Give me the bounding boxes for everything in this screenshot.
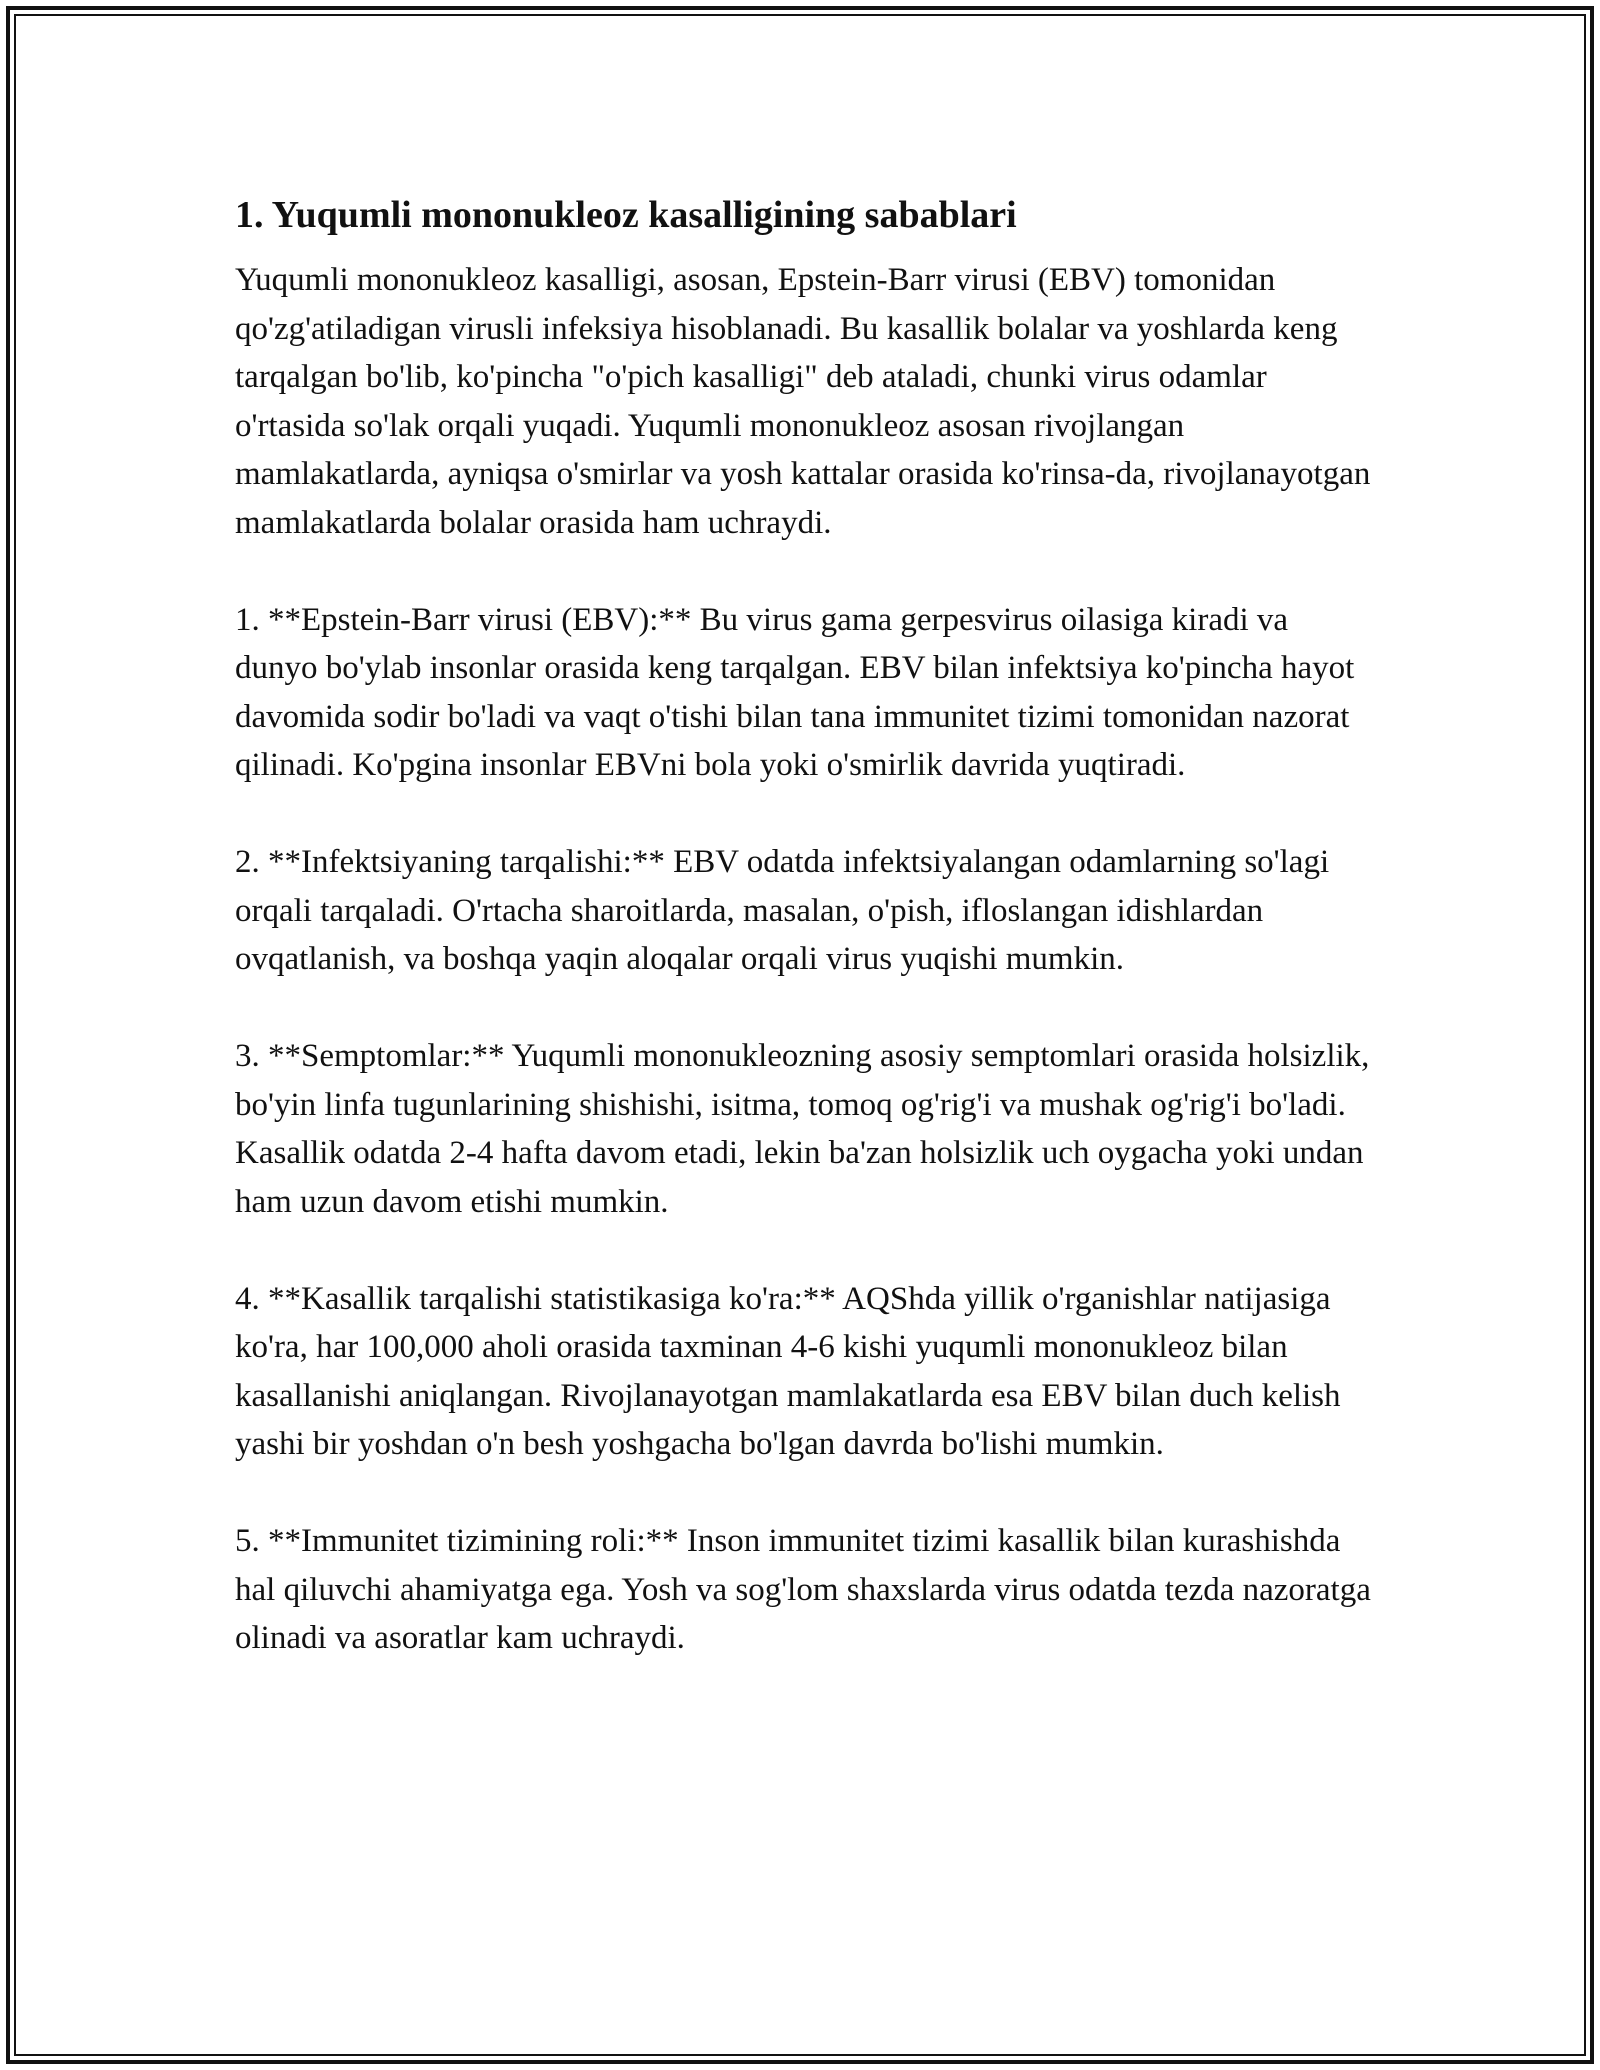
list-item-transmission: 2. **Infektsiyaning tarqalishi:** EBV odatda infektsiyalangan odamlarning so'lagi orqali tarqaladi. O'rtacha sharoitlarda, masalan, o'pish, ifloslangan idishlardan ovqatlanish, va boshqa yaqin aloqalar orqali virus yuqishi mumkin. (235, 844, 1330, 977)
list-item-statistics: 4. **Kasallik tarqalishi statistikasiga ko'ra:** AQShda yillik o'rganishlar natijasiga ko'ra, har 100,000 aholi orasida taxminan 4-6 kishi yuqumli mononukleoz bilan kasallanishi aniqlangan. Rivojlanayotgan mamlakatlarda esa EBV bilan duch kelish yashi bir yoshdan o'n besh yoshgacha bo'lgan davrda bo'lishi mumkin. (235, 1280, 1341, 1462)
list-item-ebv: 1. **Epstein-Barr virusi (EBV):** Bu virus gama gerpesvirus oilasiga kiradi va dunyo bo'ylab insonlar orasida keng tarqalgan. EBV bilan infektsiya ko'pincha hayot davomida sodir bo'ladi va vaqt o'tishi bilan tana immunitet tizimi tomonidan nazorat qilinadi. Ko'pgina insonlar EBVni bola yoki o'smirlik davrida yuqtiradi. (235, 601, 1355, 783)
document-body (235, 185, 1375, 1663)
intro-paragraph: Yuqumli mononukleoz kasalligi, asosan, Epstein-Barr virusi (EBV) tomonidan qo'zg'atiladigan virusli infeksiya hisoblanadi. Bu kasallik bolalar va yoshlarda keng tarqalgan bo'lib, ko'pincha "o'pich kasalligi" deb ataladi, chunki virus odamlar o'rtasida so'lak orqali yuqadi. Yuqumli mononukleoz asosan rivojlangan mamlakatlarda, ayniqsa o'smirlar va yosh kattalar orasida ko'rinsa-da, rivojlanayotgan mamlakatlarda bolalar orasida ham uchraydi. (235, 262, 1371, 541)
section-heading: 1. Yuqumli mononukleoz kasalligining sabablari (235, 194, 1017, 236)
list-item-immune-role: 5. **Immunitet tizimining roli:** Inson immunitet tizimi kasallik bilan kurashishda hal qiluvchi ahamiyatga ega. Yosh va sog'lom shaxslarda virus odatda tezda nazoratga olinadi va asoratlar kam uchraydi. (235, 1523, 1371, 1656)
list-item-symptoms: 3. **Semptomlar:** Yuqumli mononukleozning asosiy semptomlari orasida holsizlik, bo'yin linfa tugunlarining shishishi, isitma, tomoq og'rig'i va mushak og'rig'i bo'ladi. Kasallik odatda 2-4 hafta davom etadi, lekin ba'zan holsizlik uch oygacha yoki undan ham uzun davom etishi mumkin. (235, 1038, 1370, 1220)
